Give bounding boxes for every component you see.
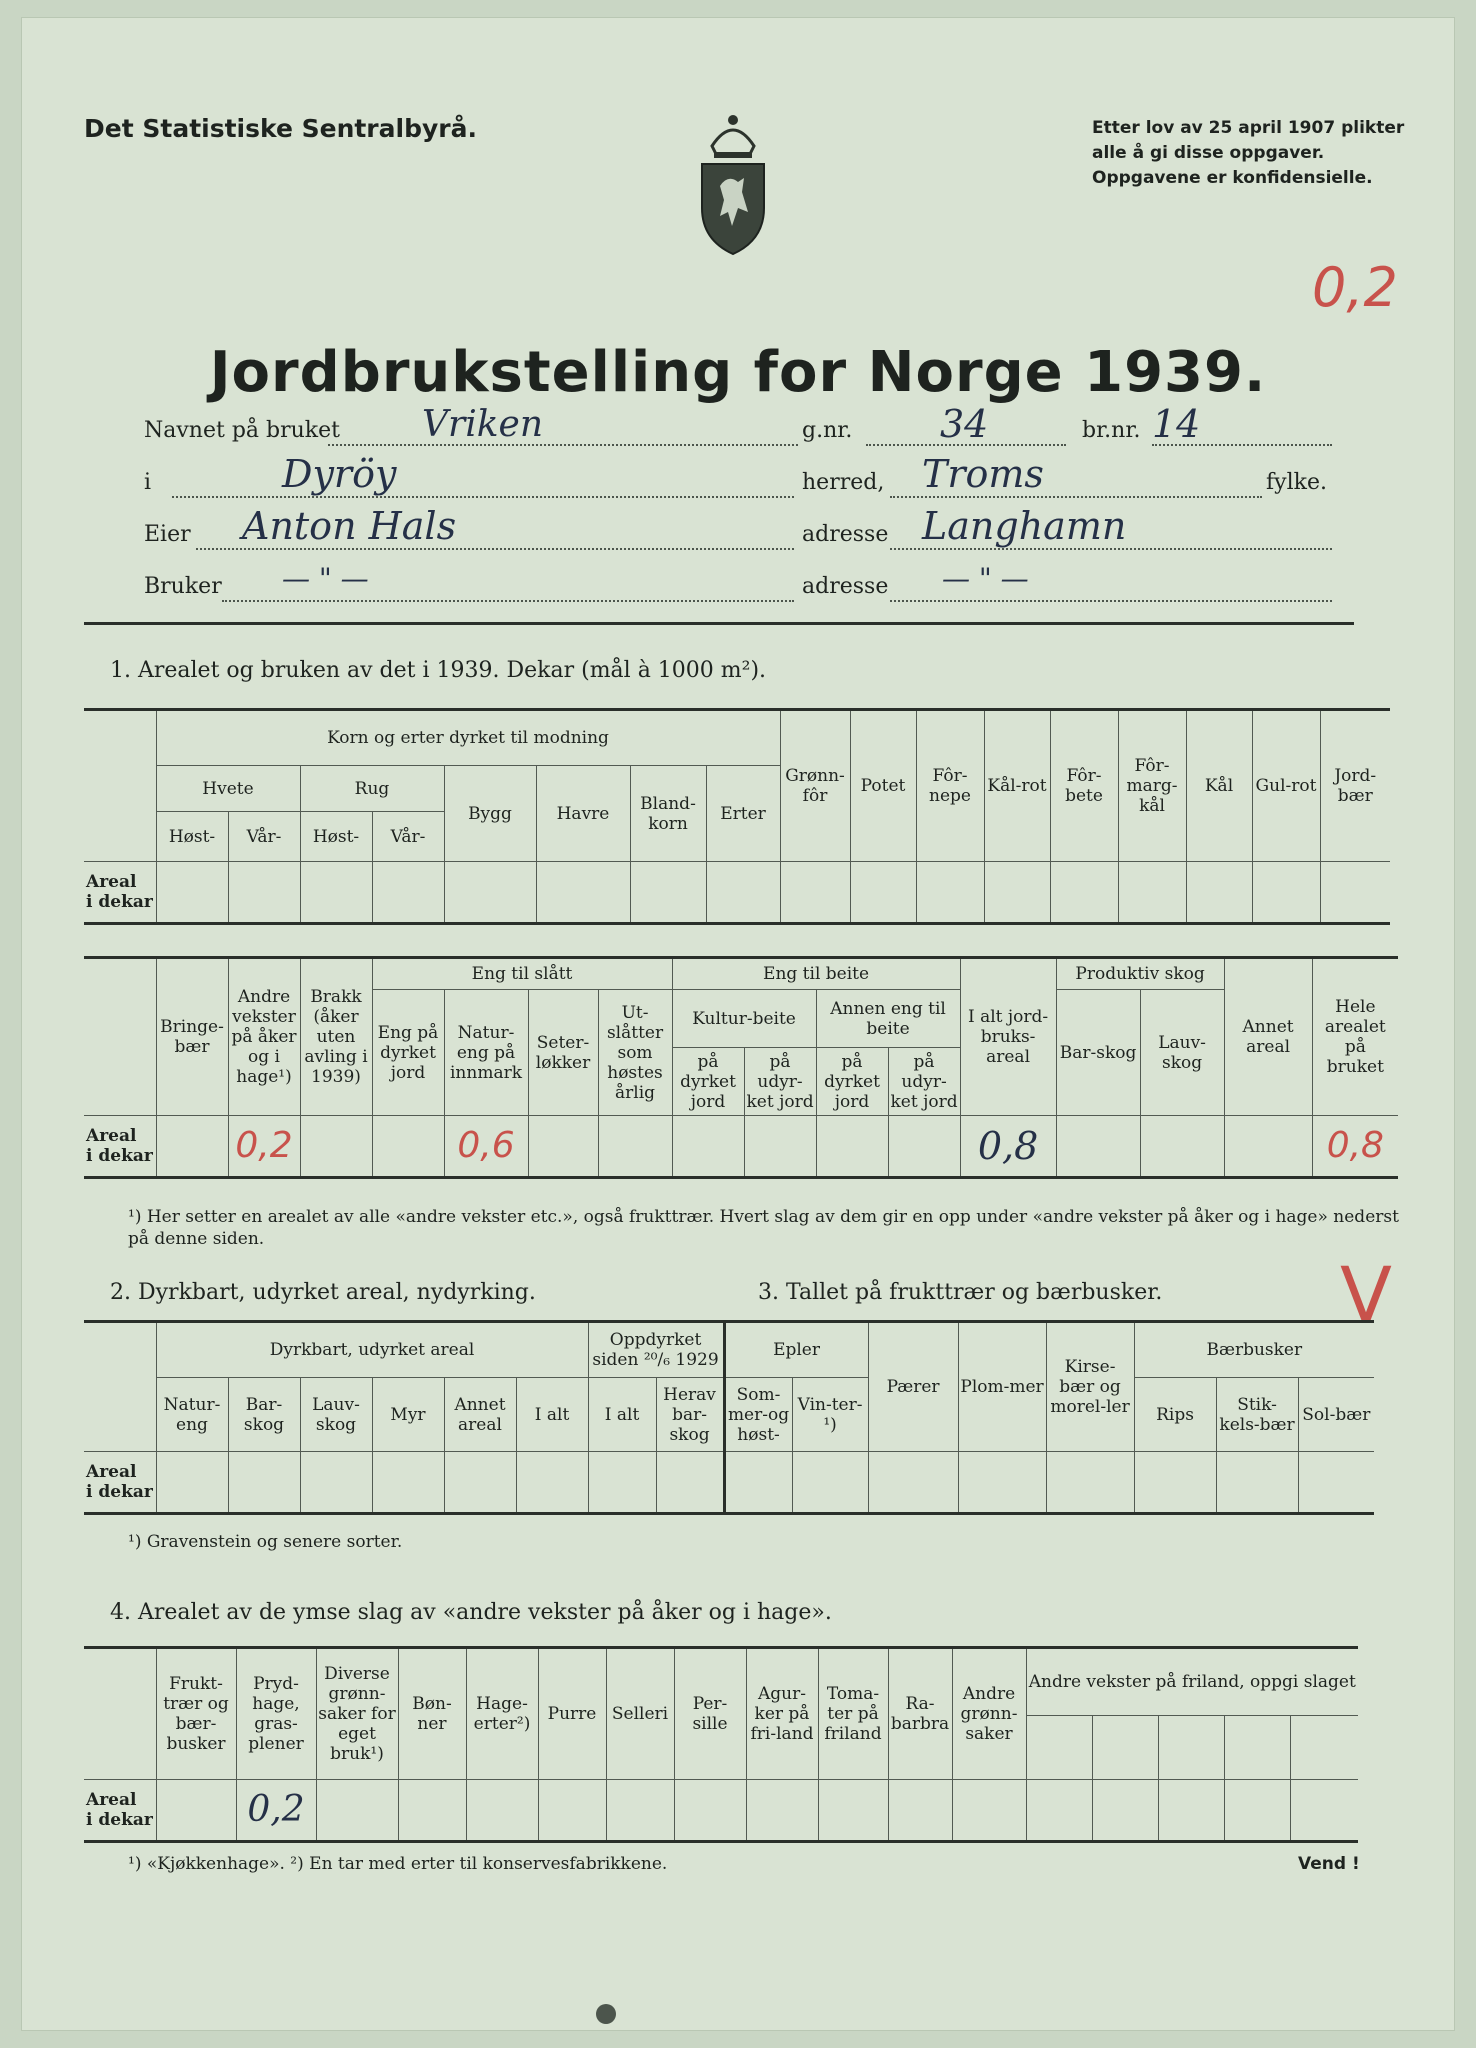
corner-cell	[84, 710, 156, 862]
row-label-areal-c	[84, 1452, 156, 1514]
s3-paerer-cell[interactable]	[868, 1452, 958, 1514]
eng-beite-header: Eng til beite	[672, 958, 960, 990]
s2-annet-header: Annet areal	[444, 1378, 516, 1452]
s3-kirsebaer-cell[interactable]	[1046, 1452, 1134, 1514]
herred-label: herred,	[802, 470, 885, 495]
s2-herav-header: Herav bar-skog	[656, 1378, 724, 1452]
section-4-heading: 4. Arealet av de ymse slag av «andre vekster på åker og i hage».	[110, 1600, 832, 1625]
section-2-3-table	[84, 1320, 1374, 1515]
eier-label: Eier	[144, 522, 191, 547]
potet-cell[interactable]	[850, 862, 916, 924]
section-4-table	[84, 1646, 1358, 1843]
kulturbeite-udyrket-cell[interactable]	[744, 1116, 816, 1178]
brnr-label: br.nr.	[1082, 418, 1141, 443]
brakk-cell[interactable]	[300, 1116, 372, 1178]
kulturbeite-header: Kultur-beite	[672, 990, 816, 1048]
s3-sommer-cell[interactable]	[724, 1452, 792, 1514]
row-label-areal-d	[84, 1780, 156, 1842]
kalrot-header: Kål-rot	[984, 710, 1050, 862]
vend-note: Vend !	[1298, 1854, 1360, 1874]
row-label-b-line-2: i dekar	[86, 1146, 153, 1166]
annen-eng-udyrket-cell[interactable]	[888, 1116, 960, 1178]
s3-solbaer-cell[interactable]	[1298, 1452, 1374, 1514]
section-2-footnote: ¹) Gravenstein og senere sorter.	[128, 1532, 403, 1552]
i-alt-jordbruk-header: I alt jord-bruks-areal	[960, 958, 1056, 1116]
gronnfor-cell[interactable]	[780, 862, 850, 924]
row-label-line-1: Areal	[86, 872, 137, 892]
organization-name: Det Statistiske Sentralbyrå.	[84, 114, 477, 143]
s2-myr-cell[interactable]	[372, 1452, 444, 1514]
lauvskog-header: Lauv-skog	[1140, 990, 1224, 1116]
andre-vekster-header: Andre vekster på åker og i hage¹)	[228, 958, 300, 1116]
legal-line-3: Oppgavene er konfidensielle.	[1092, 168, 1373, 188]
s4-friland-slot-3[interactable]	[1158, 1716, 1224, 1780]
potet-header: Potet	[850, 710, 916, 862]
legal-line-2: alle å gi disse oppgaver.	[1092, 143, 1325, 163]
s2-myr-header: Myr	[372, 1378, 444, 1452]
section-1-footnote: ¹) Her setter en arealet av alle «andre vekster etc.», også frukttrær. Hvert slag av dem gir en opp under «andre vekster på åker og i hage» nederst på denne siden.	[128, 1207, 1399, 1249]
s4-agurker-header: Agur-ker på fri-land	[746, 1648, 818, 1780]
row-label-areal-b	[84, 1116, 156, 1178]
herred-line	[890, 496, 1262, 498]
s4-prydhage-header: Pryd-hage, gras-plener	[236, 1648, 316, 1780]
kalrot-cell[interactable]	[984, 862, 1050, 924]
legal-notice	[1092, 116, 1404, 191]
herred-value: Troms	[922, 452, 1044, 496]
seterlokker-header: Seter-løkker	[528, 990, 598, 1116]
s4-selleri-header: Selleri	[606, 1648, 674, 1780]
dyrkbart-group-header: Dyrkbart, udyrket areal	[156, 1322, 588, 1378]
barskog-cell[interactable]	[1056, 1116, 1140, 1178]
bruker-adresse-value: — " —	[942, 562, 1029, 595]
s4-frukttraer-cell[interactable]	[156, 1780, 236, 1842]
baerbusker-header: Bærbusker	[1134, 1322, 1374, 1378]
navnet-line	[328, 444, 798, 446]
check-mark: V	[1340, 1250, 1392, 1339]
s4-hageerter-header: Hage-erter²)	[466, 1648, 538, 1780]
gnr-value: 34	[940, 402, 989, 446]
s4-friland-slot-2[interactable]	[1092, 1716, 1158, 1780]
s2-lauvskog-header: Lauv-skog	[300, 1378, 372, 1452]
i-value: Dyröy	[282, 452, 397, 496]
s2-barskog-cell[interactable]	[228, 1452, 300, 1514]
hele-arealet-cell[interactable]: 0,8	[1312, 1116, 1398, 1178]
naturengg-cell[interactable]: 0,6	[444, 1116, 528, 1178]
bygg-cell[interactable]	[444, 862, 536, 924]
rug-var-cell[interactable]	[372, 862, 444, 924]
eng-dyrket-header: Eng på dyrket jord	[372, 990, 444, 1116]
rug-host-header: Høst-	[300, 812, 372, 862]
utslatter-cell[interactable]	[598, 1116, 672, 1178]
hvete-var-header: Vår-	[228, 812, 300, 862]
s3-rips-header: Rips	[1134, 1378, 1216, 1452]
s3-plommer-cell[interactable]	[958, 1452, 1046, 1514]
bruker-label: Bruker	[144, 574, 222, 599]
s2-i-alt-header: I alt	[516, 1378, 588, 1452]
brnr-value: 14	[1152, 402, 1201, 446]
i-alt-jordbruk-cell[interactable]: 0,8	[960, 1116, 1056, 1178]
s4-rabarbra-header: Ra-barbra	[888, 1648, 952, 1780]
s3-solbaer-header: Sol-bær	[1298, 1378, 1374, 1452]
annen-eng-dyrket-cell[interactable]	[816, 1116, 888, 1178]
s2-lauvskog-cell[interactable]	[300, 1452, 372, 1514]
coat-of-arms-icon	[692, 108, 774, 258]
formargkal-header: Fôr-marg-kål	[1118, 710, 1186, 862]
kulturbeite-dyrket-header: på dyrket jord	[672, 1048, 744, 1116]
eier-line	[196, 548, 794, 550]
jordbaer-cell[interactable]	[1320, 862, 1390, 924]
eng-slatt-header: Eng til slått	[372, 958, 672, 990]
s3-vinter-header: Vin-ter-¹)	[792, 1378, 868, 1452]
gulrot-cell[interactable]	[1252, 862, 1320, 924]
hele-arealet-header: Hele arealet på bruket	[1312, 958, 1398, 1116]
kulturbeite-dyrket-cell[interactable]	[672, 1116, 744, 1178]
navnet-value: Vriken	[422, 404, 544, 445]
margin-mark: 0,2	[1312, 256, 1398, 319]
s4-tomater-header: Toma-ter på friland	[818, 1648, 888, 1780]
header-rule	[84, 622, 1354, 625]
navnet-label: Navnet på bruket	[144, 418, 340, 443]
annet-areal-header: Annet areal	[1224, 958, 1312, 1116]
gnr-label: g.nr.	[802, 418, 853, 443]
i-label: i	[144, 470, 152, 495]
naturengg-header: Natur-eng på innmark	[444, 990, 528, 1116]
s4-rabarbra-cell[interactable]	[888, 1780, 952, 1842]
hvete-host-header: Høst-	[156, 812, 228, 862]
annen-eng-udyrket-header: på udyr-ket jord	[888, 1048, 960, 1116]
i-line	[172, 496, 794, 498]
section-1-table-a	[84, 708, 1390, 925]
s2-annet-cell[interactable]	[444, 1452, 516, 1514]
lauvskog-cell[interactable]	[1140, 1116, 1224, 1178]
s4-purre-cell[interactable]	[538, 1780, 606, 1842]
fornepe-cell[interactable]	[916, 862, 984, 924]
formargkal-cell[interactable]	[1118, 862, 1186, 924]
row-label-c-line-2: i dekar	[86, 1482, 153, 1502]
s4-persille-header: Per-sille	[674, 1648, 746, 1780]
s4-diverse-header: Diverse grønn-saker for eget bruk¹)	[316, 1648, 398, 1780]
corner-cell-b	[84, 958, 156, 1116]
s2-oppdyrket-i-alt-header: I alt	[588, 1378, 656, 1452]
bruker-adresse-line	[890, 600, 1332, 602]
kal-cell[interactable]	[1186, 862, 1252, 924]
rug-var-header: Vår-	[372, 812, 444, 862]
hvete-host-cell[interactable]	[156, 862, 228, 924]
blandkorn-header: Bland-korn	[630, 766, 706, 862]
s4-andre-gronnsaker-header: Andre grønn-saker	[952, 1648, 1026, 1780]
produktiv-skog-header: Produktiv skog	[1056, 958, 1224, 990]
section-1-table-b	[84, 956, 1398, 1179]
section-3-heading: 3. Tallet på frukttrær og bærbusker.	[758, 1280, 1163, 1305]
bruker-line	[222, 600, 794, 602]
eier-adresse-value: Langhamn	[922, 504, 1127, 548]
hvete-var-cell[interactable]	[228, 862, 300, 924]
s2-i-alt-cell[interactable]	[516, 1452, 588, 1514]
s3-stikkelsbaer-header: Stik-kels-bær	[1216, 1378, 1298, 1452]
row-label-c-line-1: Areal	[86, 1462, 137, 1482]
eng-dyrket-cell[interactable]	[372, 1116, 444, 1178]
s4-friland-cell-5[interactable]	[1290, 1780, 1358, 1842]
s4-frukttraer-header: Frukt-trær og bær-busker	[156, 1648, 236, 1780]
s2-oppdyrket-i-alt-cell[interactable]	[588, 1452, 656, 1514]
s4-andre-gronnsaker-cell[interactable]	[952, 1780, 1026, 1842]
fylke-label: fylke.	[1266, 470, 1327, 495]
punch-hole-icon	[596, 2004, 616, 2024]
s4-prydhage-cell[interactable]: 0,2	[236, 1780, 316, 1842]
annet-areal-cell[interactable]	[1224, 1116, 1312, 1178]
s4-friland-cell-3[interactable]	[1158, 1780, 1224, 1842]
kirsebaer-header: Kirse-bær og morel-ler	[1046, 1322, 1134, 1452]
bringebaer-header: Bringe-bær	[156, 958, 228, 1116]
rug-header: Rug	[300, 766, 444, 812]
paerer-header: Pærer	[868, 1322, 958, 1452]
havre-header: Havre	[536, 766, 630, 862]
corner-cell-d	[84, 1648, 156, 1780]
eier-adresse-line	[890, 548, 1332, 550]
section-1-heading: 1. Arealet og bruken av det i 1939. Dekar (mål à 1000 m²).	[110, 658, 767, 683]
s3-vinter-cell[interactable]	[792, 1452, 868, 1514]
utslatter-header: Ut-slåtter som høstes årlig	[598, 990, 672, 1116]
s3-rips-cell[interactable]	[1134, 1452, 1216, 1514]
s4-persille-cell[interactable]	[674, 1780, 746, 1842]
forbete-cell[interactable]	[1050, 862, 1118, 924]
jordbaer-header: Jord-bær	[1320, 710, 1390, 862]
s4-friland-slot-4[interactable]	[1224, 1716, 1290, 1780]
seterlokker-cell[interactable]	[528, 1116, 598, 1178]
section-2-heading: 2. Dyrkbart, udyrket areal, nydyrking.	[110, 1280, 536, 1305]
s4-bonner-cell[interactable]	[398, 1780, 466, 1842]
plommer-header: Plom-mer	[958, 1322, 1046, 1452]
s4-hageerter-cell[interactable]	[466, 1780, 538, 1842]
erter-header: Erter	[706, 766, 780, 862]
eier-value: Anton Hals	[242, 504, 457, 548]
s4-diverse-cell[interactable]	[316, 1780, 398, 1842]
s4-bonner-header: Bøn-ner	[398, 1648, 466, 1780]
s4-tomater-cell[interactable]	[818, 1780, 888, 1842]
erter-cell[interactable]	[706, 862, 780, 924]
row-label-areal	[84, 862, 156, 924]
annen-eng-header: Annen eng til beite	[816, 990, 960, 1048]
s2-herav-cell[interactable]	[656, 1452, 724, 1514]
bygg-header: Bygg	[444, 766, 536, 862]
legal-line-1: Etter lov av 25 april 1907 plikter	[1092, 118, 1405, 138]
s4-friland-cell-4[interactable]	[1224, 1780, 1290, 1842]
oppdyrket-header: Oppdyrket siden ²⁰/₆ 1929	[588, 1322, 724, 1378]
s4-friland-slot-1[interactable]	[1026, 1716, 1092, 1780]
forbete-header: Fôr-bete	[1050, 710, 1118, 862]
s2-naturengg-cell[interactable]	[156, 1452, 228, 1514]
s4-friland-slot-5[interactable]	[1290, 1716, 1358, 1780]
row-label-b-line-1: Areal	[86, 1126, 137, 1146]
corner-cell-c	[84, 1322, 156, 1452]
havre-cell[interactable]	[536, 862, 630, 924]
barskog-header: Bar-skog	[1056, 990, 1140, 1116]
gronnfor-header: Grønn-fôr	[780, 710, 850, 862]
s2-barskog-header: Bar-skog	[228, 1378, 300, 1452]
s3-sommer-header: Som-mer-og høst-	[724, 1378, 792, 1452]
form-title: Jordbrukstelling for Norge 1939.	[209, 340, 1267, 405]
rug-host-cell[interactable]	[300, 862, 372, 924]
row-label-line-2: i dekar	[86, 892, 153, 912]
s4-purre-header: Purre	[538, 1648, 606, 1780]
annen-eng-dyrket-header: på dyrket jord	[816, 1048, 888, 1116]
s4-andre-friland-header: Andre vekster på friland, oppgi slaget	[1026, 1648, 1358, 1716]
hvete-header: Hvete	[156, 766, 300, 812]
bringebaer-cell[interactable]	[156, 1116, 228, 1178]
fornepe-header: Fôr-nepe	[916, 710, 984, 862]
row-label-d-line-2: i dekar	[86, 1810, 153, 1830]
epler-header: Epler	[724, 1322, 868, 1378]
s4-selleri-cell[interactable]	[606, 1780, 674, 1842]
kal-header: Kål	[1186, 710, 1252, 862]
andre-vekster-cell[interactable]: 0,2	[228, 1116, 300, 1178]
blandkorn-cell[interactable]	[630, 862, 706, 924]
s3-stikkelsbaer-cell[interactable]	[1216, 1452, 1298, 1514]
kulturbeite-udyrket-header: på udyr-ket jord	[744, 1048, 816, 1116]
s4-friland-cell-1[interactable]	[1026, 1780, 1092, 1842]
section-4-footnote: ¹) «Kjøkkenhage». ²) En tar med erter til konservesfabrikkene.	[128, 1854, 668, 1874]
s4-agurker-cell[interactable]	[746, 1780, 818, 1842]
gulrot-header: Gul-rot	[1252, 710, 1320, 862]
form-sheet	[22, 18, 1454, 2030]
bruker-value: — " —	[282, 562, 369, 595]
bruker-adresse-label: adresse	[802, 574, 889, 599]
s4-friland-cell-2[interactable]	[1092, 1780, 1158, 1842]
eier-adresse-label: adresse	[802, 522, 889, 547]
s2-naturengg-header: Natur-eng	[156, 1378, 228, 1452]
brakk-header: Brakk (åker uten avling i 1939)	[300, 958, 372, 1116]
row-label-d-line-1: Areal	[86, 1790, 137, 1810]
korn-group-header: Korn og erter dyrket til modning	[156, 710, 780, 766]
